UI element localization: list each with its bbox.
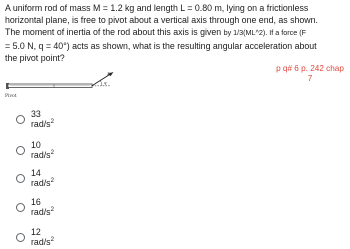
- answer-option-label: 14 rad/$s^2$: [31, 168, 54, 188]
- radio-button[interactable]: [16, 203, 25, 212]
- answer-option-label: 12 rad/$s^2$: [31, 227, 54, 247]
- force-label: F: [107, 72, 111, 78]
- reference-note: [270, 64, 350, 84]
- radio-button[interactable]: [16, 233, 25, 242]
- question-line-3: [5, 26, 350, 39]
- angle-label: q: [104, 80, 107, 85]
- answer-option-1[interactable]: [16, 109, 54, 129]
- question-line-2: horizontal plane, is free to pivot about a vertical axis through one end, as shown.: [5, 15, 318, 26]
- answer-option-2[interactable]: [16, 140, 54, 160]
- answer-option-label: 10 rad/$s^2$: [31, 140, 54, 160]
- pivot-label: Pivot: [5, 94, 17, 99]
- radio-button[interactable]: [16, 146, 25, 155]
- reference-line-1: p q# 6 p. 242 chap: [276, 64, 344, 73]
- answer-option-5[interactable]: [16, 227, 54, 247]
- question-text: [5, 2, 350, 64]
- answer-option-label: 16 rad/$s^2$: [31, 197, 54, 217]
- radio-button[interactable]: [16, 115, 25, 124]
- answer-option-label: 33 rad/$s^2$: [31, 109, 54, 129]
- reference-line-2: 7: [307, 74, 313, 83]
- answer-option-4[interactable]: [16, 197, 54, 217]
- angle-arc: [100, 81, 102, 86]
- question-line-3-main: The moment of inertia of the rod about this axis is given: [5, 27, 224, 38]
- radio-button[interactable]: [16, 174, 25, 183]
- question-line-4: = 5.0 N, q = 40°) acts as shown, what is the resulting angular acceleration about: [5, 40, 317, 51]
- rod-diagram: [4, 71, 134, 101]
- question-line-1: A uniform rod of mass M = 1.2 kg and length L = 0.80 m, lying on a frictionless: [5, 3, 309, 13]
- answer-option-3[interactable]: [16, 168, 54, 188]
- question-line-5: the pivot point?: [5, 52, 65, 63]
- question-line-3-small: by 1/3(ML^2). If a force (F: [223, 28, 307, 38]
